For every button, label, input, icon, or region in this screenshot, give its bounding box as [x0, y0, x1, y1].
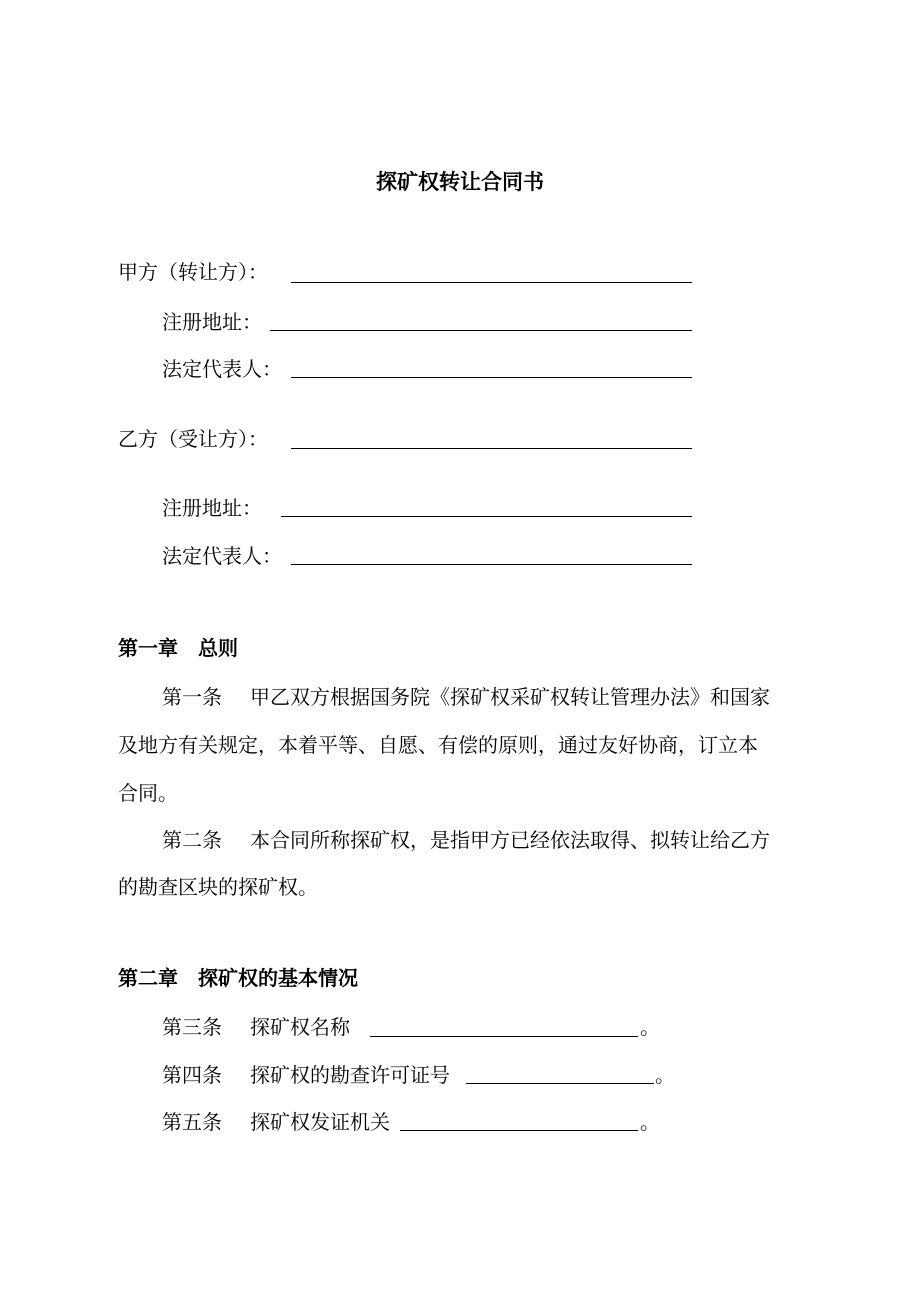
party-b-rep-label: 法定代表人： — [162, 544, 282, 568]
article-4-number: 第四条 — [162, 1063, 222, 1087]
article-4-period: 。 — [655, 1063, 675, 1087]
article-2-text-1: 本合同所称探矿权，是指甲方已经依法取得、拟转让给乙方 — [250, 828, 770, 852]
party-b-address-blank[interactable] — [281, 516, 692, 517]
party-a-address-blank[interactable] — [270, 330, 692, 331]
article-2-number: 第二条 — [162, 828, 222, 852]
article-4 — [162, 1061, 450, 1089]
article-3-period: 。 — [640, 1015, 660, 1039]
article-5 — [162, 1108, 390, 1136]
article-3-blank[interactable] — [370, 1036, 638, 1037]
party-a-rep-label: 法定代表人： — [162, 357, 282, 381]
document-title: 探矿权转让合同书 — [376, 169, 544, 194]
party-b-blank[interactable] — [291, 448, 692, 449]
article-3 — [162, 1013, 350, 1041]
article-5-period: 。 — [640, 1110, 660, 1134]
article-5-number: 第五条 — [162, 1110, 222, 1134]
article-3-label: 探矿权名称 — [250, 1015, 350, 1039]
article-5-label: 探矿权发证机关 — [250, 1110, 390, 1134]
party-a-rep-blank[interactable] — [291, 377, 692, 378]
article-1-line-1 — [162, 683, 770, 711]
article-1-number: 第一条 — [162, 685, 222, 709]
article-1-text-1: 甲乙双方根据国务院《探矿权采矿权转让管理办法》和国家 — [250, 685, 770, 709]
article-5-blank[interactable] — [400, 1130, 638, 1131]
article-1-line-2: 及地方有关规定，本着平等、自愿、有偿的原则，通过友好协商，订立本 — [118, 733, 758, 757]
chapter-1-heading: 第一章 总则 — [118, 636, 238, 660]
chapter-2-heading: 第二章 探矿权的基本情况 — [118, 966, 358, 990]
party-b-address-label: 注册地址： — [162, 496, 262, 520]
article-4-blank[interactable] — [466, 1083, 654, 1084]
party-a-label: 甲方（转让方）： — [118, 260, 268, 284]
party-a-address-label: 注册地址： — [162, 310, 262, 334]
article-4-label: 探矿权的勘查许可证号 — [250, 1063, 450, 1087]
party-a-blank[interactable] — [291, 282, 692, 283]
article-1-line-3: 合同。 — [118, 781, 178, 805]
article-3-number: 第三条 — [162, 1015, 222, 1039]
party-b-label: 乙方（受让方）： — [118, 427, 268, 451]
article-2-line-1 — [162, 826, 770, 854]
article-2-line-2: 的勘查区块的探矿权。 — [118, 875, 318, 899]
party-b-rep-blank[interactable] — [291, 564, 692, 565]
